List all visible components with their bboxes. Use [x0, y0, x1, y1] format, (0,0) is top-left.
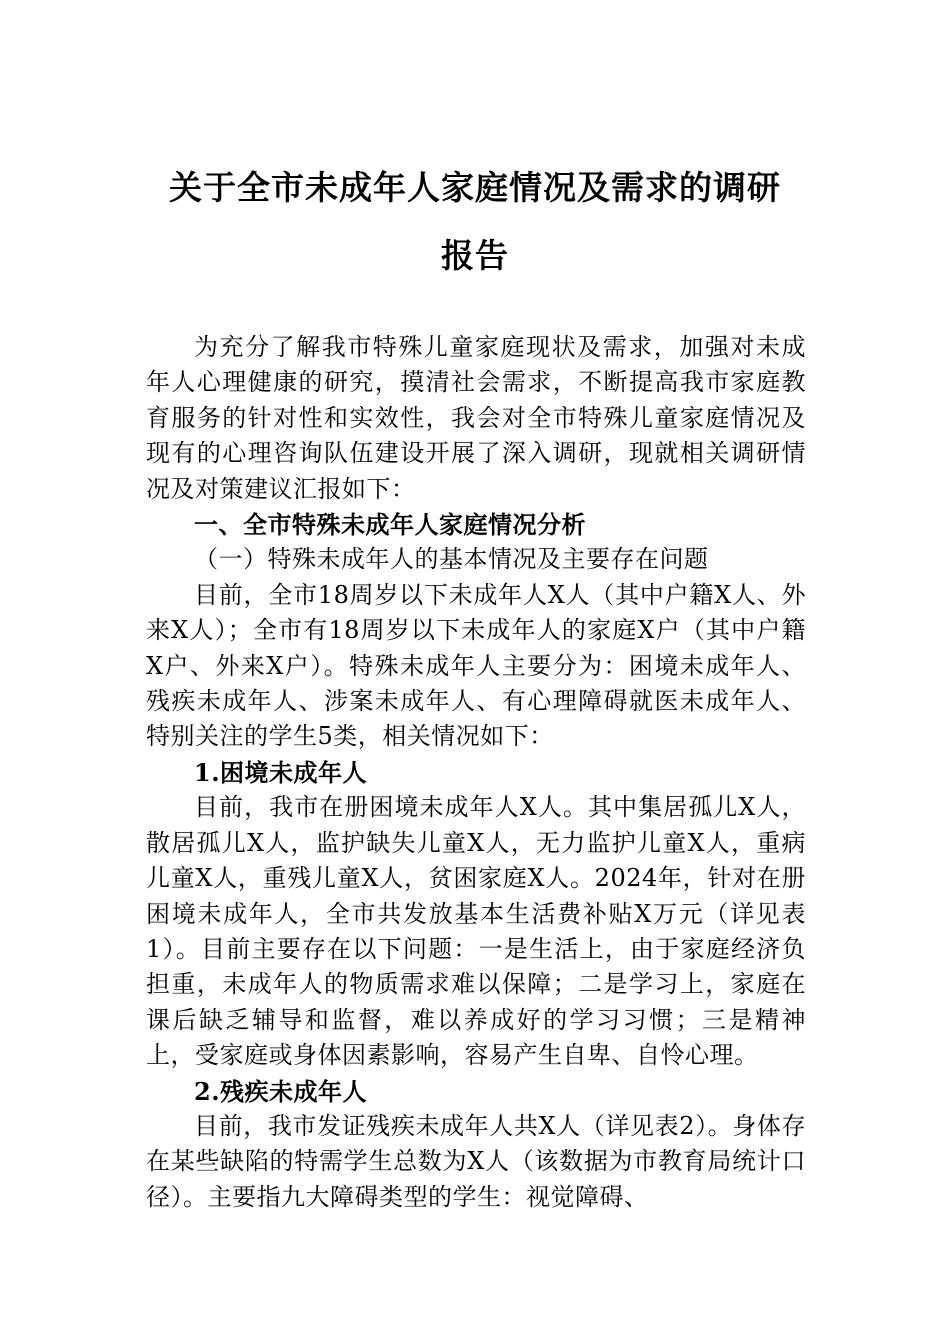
- section-heading-1: 一、全市特殊未成年人家庭情况分析: [194, 510, 586, 540]
- document-body: [146, 330, 806, 1215]
- item-heading-2: 2.残疾未成年人: [194, 1076, 368, 1106]
- paragraph-disabled-minors: 目前，我市发证残疾未成年人共X人（详见表2）。身体存在某些缺陷的特需学生总数为X人（该数据为市教育局统计口径）。主要指九大障碍类型的学生：视觉障碍、: [146, 1111, 806, 1211]
- intro-paragraph: 为充分了解我市特殊儿童家庭现状及需求，加强对未成年人心理健康的研究，摸清社会需求，不断提高我市家庭教育服务的针对性和实效性，我会对全市特殊儿童家庭情况及现有的心理咨询队伍建设开展了深入调研，现就相关调研情况及对策建议汇报如下：: [146, 333, 806, 503]
- document-title-line-2: 报告: [441, 236, 509, 275]
- paragraph-overview: 目前，全市18周岁以下未成年人X人（其中户籍X人、外来X人）；全市有18周岁以下未成年人的家庭X户（其中户籍X户、外来X户）。特殊未成年人主要分为：困境未成年人、残疾未成年人、涉案未成年人、有心理障碍就医未成年人、特别关注的学生5类，相关情况如下：: [146, 580, 806, 751]
- item-heading-1: 1.困境未成年人: [194, 757, 368, 787]
- document-title-line-1: 关于全市未成年人家庭情况及需求的调研: [169, 168, 781, 207]
- subsection-heading-1: （一）特殊未成年人的基本情况及主要存在问题: [194, 545, 709, 574]
- paragraph-distressed-minors: 目前，我市在册困境未成年人X人。其中集居孤儿X人，散居孤儿X人，监护缺失儿童X人，无力监护儿童X人，重病儿童X人，重残儿童X人，贫困家庭X人。2024年，针对在册困境未成年人，全市共发放基本生活费补贴X万元（详见表1）。目前主要存在以下问题：一是生活上，由于家庭经济负担重，未成年人的物质需求难以保障；二是学习上，家庭在课后缺乏辅导和监督，难以养成好的学习习惯；三是精神上，受家庭或身体因素影响，容易产生自卑、自怜心理。: [146, 793, 806, 1070]
